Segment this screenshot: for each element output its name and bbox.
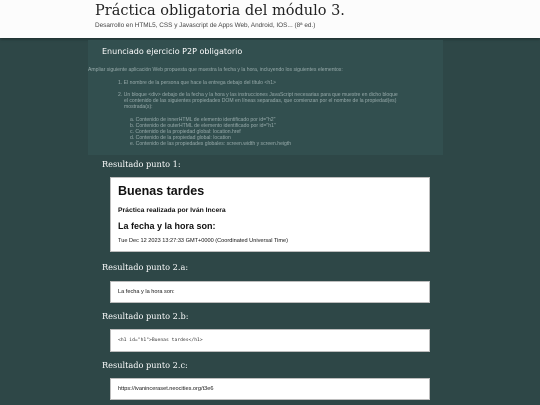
- result-2a-panel: [110, 281, 430, 303]
- page-header: [0, 0, 540, 38]
- result-1-panel: [110, 177, 430, 252]
- statement-subitem-d: d. Contenido de la propiedad global: location: [130, 135, 231, 141]
- result-2c-panel: [110, 378, 430, 400]
- statement-panel: [88, 40, 443, 155]
- statement-item-2-cont2: mostrada(s):: [124, 104, 153, 110]
- page-title: Práctica obligatoria del módulo 3.: [95, 3, 345, 19]
- statement-subitem-b: b. Contenido de outerHTML de elemento identificado por id="h1": [130, 123, 276, 129]
- author-line: Práctica realizada por Iván Incera: [118, 207, 226, 214]
- date-value: Tue Dec 12 2023 13:27:33 GMT+0000 (Coordinated Universal Time): [118, 238, 289, 244]
- statement-subitem-c: c. Contenido de la propiedad global: location.href: [130, 129, 241, 135]
- result-2b-code: <h1 id="h1">Buenas tardes</h1>: [118, 338, 203, 343]
- page-subtitle: Desarrollo en HTML5, CSS y Javascript de Apps Web, Android, IOS... (8ª ed.): [95, 22, 316, 29]
- result-2a-text: La fecha y la hora son:: [118, 289, 175, 295]
- result-2c-link[interactable]: https://ivaninceraset.neocities.org/t3e6: [118, 386, 214, 392]
- greeting-heading: Buenas tardes: [118, 184, 205, 198]
- statement-item-1: 1. El nombre de la persona que hace la entrega debajo del título <h1>: [118, 80, 277, 86]
- date-heading: La fecha y la hora son:: [118, 221, 216, 231]
- result-1-title: Resultado punto 1:: [102, 159, 181, 169]
- statement-item-2: 2. Un bloque <div> debajo de la fecha y la hora y las instrucciones JavaScript necesarias para que muestre en dicho bloque: [118, 92, 398, 98]
- statement-subitem-a: a. Contenido de innerHTML de elemento identificado por id="h2": [130, 117, 276, 123]
- result-2b-title: Resultado punto 2.b:: [102, 311, 189, 321]
- result-2b-panel: [110, 329, 430, 352]
- statement-subitem-e: e. Contenido de las propiedades globales: screen.width y screen.heigth: [130, 141, 292, 147]
- statement-heading: Enunciado ejercicio P2P obligatorio: [102, 47, 243, 56]
- statement-item-2-cont: el contenido de las siguientes propiedades DOM en líneas separadas, que comienzan por el nombre de la propiedad(es): [124, 98, 397, 104]
- statement-intro: Ampliar siguiente aplicación Web propuesta que muestra la fecha y la hora, incluyendo los siguientes elementos:: [88, 67, 343, 73]
- result-2a-title: Resultado punto 2.a:: [102, 262, 189, 272]
- result-2c-title: Resultado punto 2.c:: [102, 360, 188, 370]
